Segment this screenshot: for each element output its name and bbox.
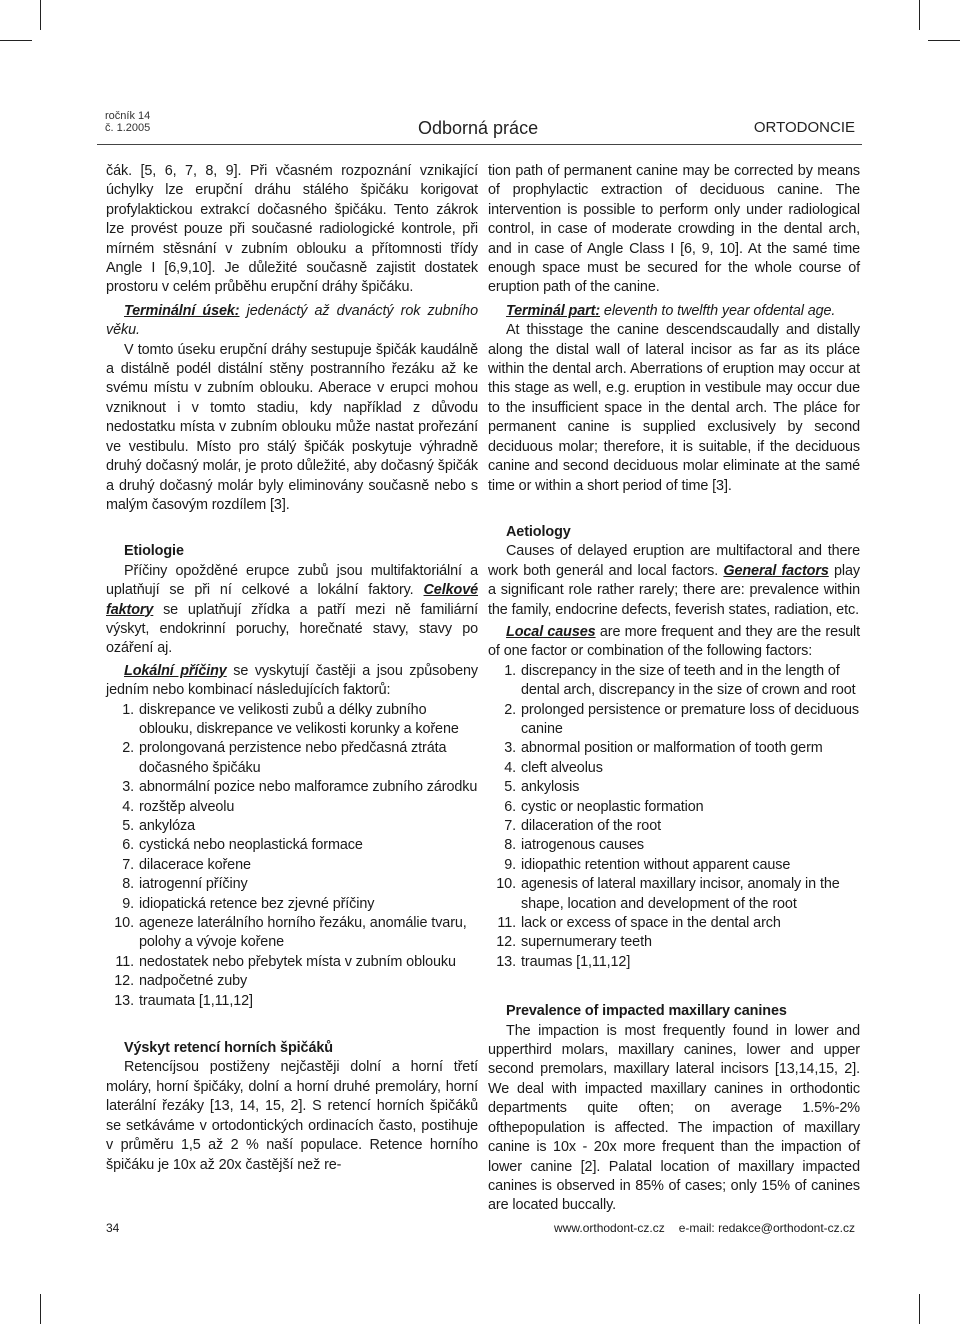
list-number: 2. [122,740,134,757]
list-text: cleft alveolus [521,759,603,776]
running-header [105,110,855,140]
paragraph-text: Causes of delayed eruption are multifactoral and there work both generál and local factors. [488,543,860,579]
list-number: 12. [114,973,134,990]
list-text: discrepancy in the size of teeth and in the length of dental arch, discrepancy in the size of crown and root [521,662,856,699]
journal-title: ORTODONCIE [753,119,855,136]
list-item [488,836,860,855]
list-number: 1. [122,701,134,718]
list-item [106,856,478,875]
list-text: cystická nebo neoplastická formace [139,837,363,854]
list-number: 7. [122,856,134,873]
list-text: ankylóza [139,818,195,834]
list-number: 4. [122,798,134,815]
prevalence-heading: Prevalence of impacted maxillary canines [506,1003,787,1020]
term-label: Terminál part: [506,302,601,319]
header-rule [97,144,862,145]
local-causes-label: Local causes [506,623,596,640]
list-number: 3. [504,740,516,757]
list-number: 3. [122,779,134,796]
list-text: dilacerace kořene [139,856,251,873]
list-item [106,701,478,740]
list-item [488,875,860,914]
paragraph: tion path of permanent canine may be corrected by means of prophylactic extraction of deciduous canine. The intervention is possible to perform only under radiological control, in case of moderate crowding in the dental arch, and in case of Angle Class I [6, 9, 10]. At the samé time enough space must be secured for the whole course of eruption path of the canine. [488,163,860,296]
list-text: rozštěp alveolu [139,798,235,815]
list-number: 10. [496,876,516,893]
list-text: dilaceration of the root [521,818,661,834]
list-item [106,778,478,797]
terminal-segment-paragraph [106,302,478,341]
causes-list [488,662,860,973]
paragraph [488,623,860,662]
list-text: prolonged persistence or premature loss of deciduous canine [521,701,859,737]
list-item [106,739,478,778]
term-text: eleventh to twelfth year ofdental age. [600,302,836,319]
list-text: diskrepance ve velikosti zubů a délky zubního oblouku, diskrepance ve velikosti korunky a kořene [139,701,459,737]
list-item [106,895,478,914]
list-number: 11. [497,915,516,932]
column-czech [106,162,478,1175]
list-text: ageneze laterálního horního řezáku, anomálie tvaru, polohy a vývoje kořene [139,915,467,951]
list-number: 7. [504,818,516,834]
list-text: iatrogenous causes [521,837,645,854]
list-number: 10. [114,915,134,932]
list-text: ankylosis [521,779,580,796]
list-item [106,798,478,817]
list-item [488,914,860,933]
list-item [106,992,478,1011]
causes-list [106,701,478,1012]
list-item [106,875,478,894]
issue-info [105,110,150,134]
crop-mark [928,40,960,41]
paragraph [106,562,478,659]
website-link[interactable]: www.orthodont-cz.cz [554,1221,665,1235]
list-number: 2. [504,701,516,718]
email-link[interactable]: e-mail: redakce@orthodont-cz.cz [678,1221,855,1235]
list-text: abnormální pozice nebo malforamce zubního zárodku [139,779,478,796]
list-text: idiopatická retence bez zjevné příčiny [139,895,375,912]
list-text: traumas [1,11,12] [521,953,631,970]
list-item [488,933,860,952]
list-item [488,759,860,778]
list-text: supernumerary teeth [521,934,652,951]
list-item [488,778,860,797]
paragraph-text: se vyskytují častěji a jsou způsobeny jedním nebo kombinací následujících faktorů: [106,662,478,699]
list-number: 4. [504,759,516,776]
list-text: prolongovaná perzistence nebo předčasná ztráta dočasného špičáku [139,740,447,776]
list-text: cystic or neoplastic formation [521,798,704,815]
section-title: Odborná práce [418,118,539,138]
paragraph-text: play a significant role rather rarely; there are: prevalence within the family, endocrine defects, feverish states, radiation, etc. [488,562,860,618]
list-item [106,914,478,953]
paragraph: At thisstage the canine descendscaudally and distally along the distal wall of lateral incisor as far as its pláce within the dental arch. Aberrations of eruption may occur at this stage as well, e.g. eruption in vestibule may occur due to the insufficient space in the dental arch. The pláce for permanent canine is supplied exclusively by second deciduous molar; therefore, it is suitable, if the deciduous canine and second deciduous molar eliminate at the samé time or within a short period of time [3]. [488,322,860,494]
paragraph [106,662,478,701]
list-item [106,972,478,991]
paragraph: The impaction is most frequently found in lower and upperthird molars, maxillary canines, lower and upper second premolars, maxillary lateral incisors [13,14,15, 2]. We deal with impacted maxillary canines in orthodontic departments quite often; on average 1.5%-2% ofthepopulation is affected. The impaction of maxillary canine is 10x - 20x more frequent than the impaction of lower canine [2]. Palatal location of maxillary impacted canines is observed in 85% of cases; only 15% of canines are located buccally. [488,1022,860,1214]
term-label: Terminální úsek: [124,302,240,319]
list-item [106,817,478,836]
paragraph [488,542,860,620]
list-item [488,739,860,758]
list-item [488,953,860,972]
list-text: iatrogenní příčiny [139,876,248,893]
list-item [488,856,860,875]
general-factors-label: Celkové faktory [106,582,479,618]
list-number: 9. [504,856,516,873]
list-text: abnormal position or malformation of tooth germ [521,740,823,757]
list-text: traumata [1,11,12] [139,992,253,1009]
term-text: jedenáctý až dvanáctý rok zubního věku. [106,302,478,339]
list-number: 6. [504,798,516,815]
issue-label: č. 1.2005 [105,122,151,134]
list-item [106,953,478,972]
list-number: 8. [504,837,516,854]
list-number: 5. [504,779,516,796]
footer-contact [540,1221,855,1235]
list-number: 12. [496,934,516,951]
aetiology-heading: Aetiology [506,523,571,540]
list-number: 11. [115,953,134,970]
list-number: 13. [496,953,516,970]
list-item [488,817,860,836]
paragraph: čák. [5, 6, 7, 8, 9]. Při včasném rozpoznání vznikající úchylky lze erupční dráhu stálého špičáku korigovat profylaktickou extrakcí dočasného špičáku. Tento zákrok lze provést pouze při současné radiologické kontrole, při mírném stěsnání v zubním oblouku a přítomnosti třídy Angle I [6,9,10]. Je důležité současně zajistit dostatek prostoru v celém průběhu erupční dráhy špičáku. [106,163,478,296]
paragraph-text: are more frequent and they are the result of one factor or combination of the following factors: [488,623,860,660]
list-text: idiopathic retention without apparent cause [521,856,791,873]
list-number: 9. [122,895,134,912]
list-text: agenesis of lateral maxillary incisor, anomaly in the shape, location and development of the root [521,876,840,912]
paragraph-text: Příčiny opožděné erupce zubů jsou multifaktoriální a uplatňují se při ní celkové a lokální faktory. [106,562,478,599]
crop-mark [40,0,41,30]
crop-mark [40,1294,41,1324]
list-text: lack or excess of space in the dental arch [521,915,781,932]
local-causes-label: Lokální příčiny [124,662,227,679]
paragraph: V tomto úseku erupční dráhy sestupuje špičák kaudálně a distálně podél distální stěny postranního řezáku až ke svému místu v zubním oblouku. Aberace v erupci mohou vzniknout i v tomto stadiu, kdy například z důvodu nedostatku místa v zubním oblouku může nastat prořezání ve vestibulu. Místo pro stálý špičák poskytuje výhradně druhý dočasný molár, je proto důležité, aby dočasný špičák a druhý dočasný molár byly eliminovány současně nebo s malým časovým rozdílem [3]. [106,341,478,513]
column-english [488,162,860,1216]
terminal-part-paragraph [488,302,860,321]
crop-mark [919,1294,920,1324]
general-factors-label: General factors [723,562,829,579]
crop-mark [919,0,920,30]
list-text: nadpočetné zuby [139,973,248,990]
list-item [106,836,478,855]
volume-label: ročník 14 [105,110,151,122]
crop-mark [0,40,32,41]
etiology-heading: Etiologie [124,543,184,560]
list-number: 13. [114,992,134,1009]
list-item [488,798,860,817]
prevalence-heading: Výskyt retencí horních špičáků [124,1040,333,1057]
list-number: 5. [122,818,134,834]
paragraph: Retencíjsou postiženy nejčastěji dolní a horní třetí moláry, horní špičáky, dolní a horní druhé premoláry, horní laterální řezáky [13, 14, 15, 2]. S retencí horních špičáků se setkáváme v ortodontických ordinacích často, postihuje v průměru 1,5 až 2 % naší populace. Retence horního špičáku je 10x až 20x častější než re- [106,1059,478,1173]
list-text: nedostatek nebo přebytek místa v zubním oblouku [139,953,456,970]
list-number: 8. [122,876,134,893]
page-number: 34 [106,1221,120,1235]
list-number: 6. [122,837,134,854]
list-item [488,662,860,701]
list-item [488,701,860,740]
paragraph-text: se uplatňují zřídka a patří mezi ně familiární výskyt, endokrinní poruchy, horečnaté stavy, stavy po ozáření aj. [106,601,478,657]
list-number: 1. [504,662,516,679]
